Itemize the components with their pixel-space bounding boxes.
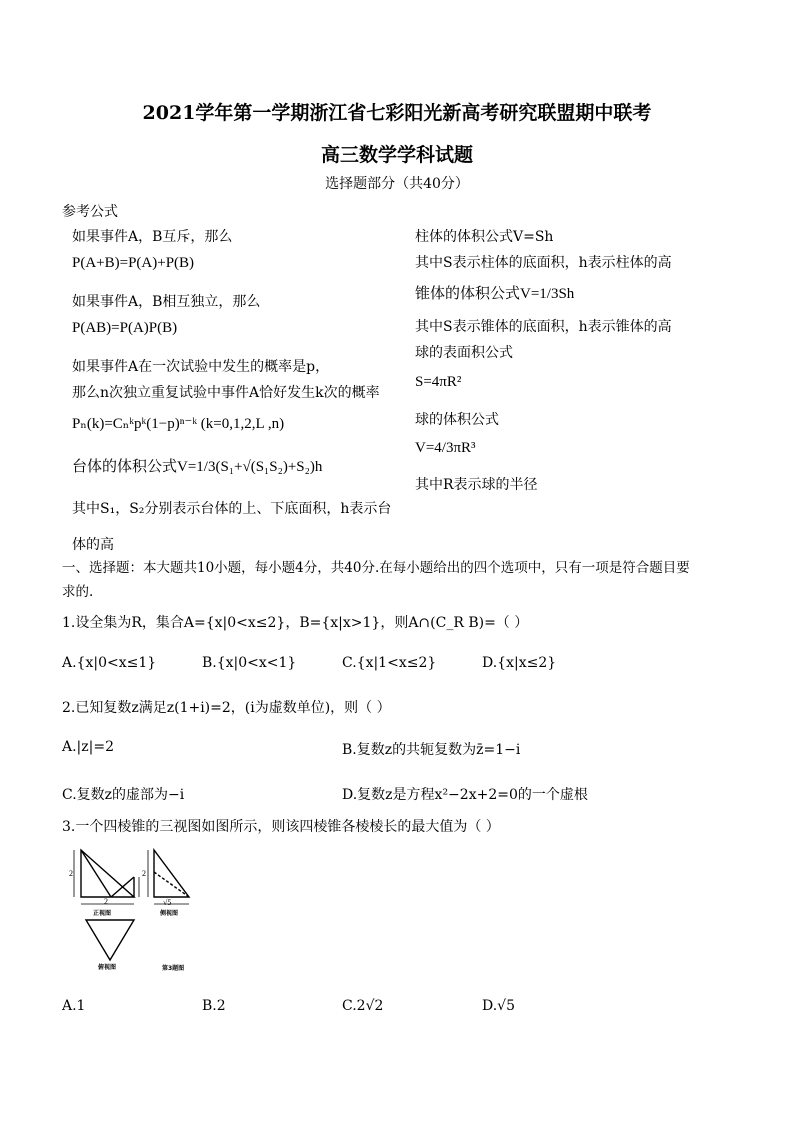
formula-right-5: 球的表面积公式 (415, 345, 513, 361)
formula-right-3: 锥体的体积公式V=1/3Sh (415, 286, 575, 302)
q2-stem: 2.已知复数z满足z(1+i)=2，(i为虚数单位)，则（ ） (62, 700, 391, 716)
formula-right-7: 球的体积公式 (415, 412, 499, 428)
front-dim-height: 2 (69, 869, 73, 878)
q1-option-b: B.{x|0<x<1} (202, 655, 297, 671)
formula-left-2: P(A+B)=P(A)+P(B) (72, 255, 195, 271)
side-dim-width: √5 (163, 898, 172, 907)
section-header: 选择题部分（共40分） (325, 176, 469, 192)
side-view-label: 侧视图 (160, 910, 179, 917)
formula-right-1: 柱体的体积公式V=Sh (415, 229, 554, 245)
formula-left-4: P(AB)=P(A)P(B) (72, 320, 178, 336)
page-title: 2021学年第一学期浙江省七彩阳光新高考研究联盟期中联考 (142, 102, 652, 124)
q3-option-c: C.2√2 (342, 998, 384, 1014)
formula-left-1: 如果事件A，B互斥，那么 (72, 229, 233, 245)
formula-left-7: Pₙ(k)=Cₙᵏpᵏ(1−p)ⁿ⁻ᵏ (k=0,1,2,L ,n) (72, 416, 285, 432)
formula-right-6: S=4πR² (415, 374, 462, 390)
front-view-label: 正视图 (93, 910, 112, 917)
q3-option-b: B.2 (202, 998, 226, 1014)
formula-right-8: V=4/3πR³ (415, 440, 476, 456)
q2-option-a: A.|z|=2 (62, 739, 115, 755)
formula-right-9: 其中R表示球的半径 (415, 477, 538, 493)
formula-left-10: 体的高 (72, 537, 114, 553)
formula-right-2: 其中S表示柱体的底面积，h表示柱体的高 (415, 255, 672, 271)
q2-option-d: D.复数z是方程x²−2x+2=0的一个虚根 (342, 787, 588, 803)
formula-heading: 参考公式 (62, 204, 118, 220)
formula-right-4: 其中S表示锥体的底面积，h表示锥体的高 (415, 319, 672, 335)
q2-option-b: B.复数z的共轭复数为z̄=1−i (342, 742, 521, 758)
formula-left-3: 如果事件A，B相互独立，那么 (72, 294, 261, 310)
formula-left-8: 台体的体积公式V=1/3(S₁+√(S₁S₂)+S₂)h (72, 459, 323, 475)
q3-option-d: D.√5 (482, 998, 516, 1014)
q3-stem: 3.一个四棱锥的三视图如图所示，则该四棱锥各棱棱长的最大值为（ ） (62, 819, 500, 835)
q2-option-c: C.复数z的虚部为−i (62, 787, 185, 803)
formula-left-5: 如果事件A在一次试验中发生的概率是p， (72, 359, 330, 375)
q3-option-a: A.1 (62, 998, 86, 1014)
front-dim-width: 2 (104, 897, 108, 906)
top-view-label: 俯视图 (98, 964, 117, 971)
formula-left-6: 那么n次独立重复试验中事件A恰好发生k次的概率 (72, 385, 380, 401)
q1-option-a: A.{x|0<x≤1} (62, 655, 157, 671)
part1-intro-line1: 一、选择题：本大题共10小题，每小题4分，共40分.在每小题给出的四个选项中，只有一项是符合题目要 (62, 560, 690, 576)
formula-left-9: 其中S₁，S₂分别表示台体的上、下底面积，h表示台 (72, 501, 392, 517)
q3-three-view-figure (66, 842, 226, 974)
page-subtitle: 高三数学学科试题 (320, 144, 473, 166)
q1-option-c: C.{x|1<x≤2} (342, 655, 437, 671)
front-view-outline (81, 850, 134, 897)
q1-option-d: D.{x|x≤2} (482, 655, 557, 671)
part1-intro-line2: 求的. (62, 584, 94, 600)
figure-caption: 第3题图 (162, 965, 185, 972)
side-dim-height: 2 (142, 869, 146, 878)
q1-stem: 1.设全集为R，集合A={x|0<x≤2}，B={x|x>1}，则A∩(C_R B)=（ ） (62, 615, 529, 631)
